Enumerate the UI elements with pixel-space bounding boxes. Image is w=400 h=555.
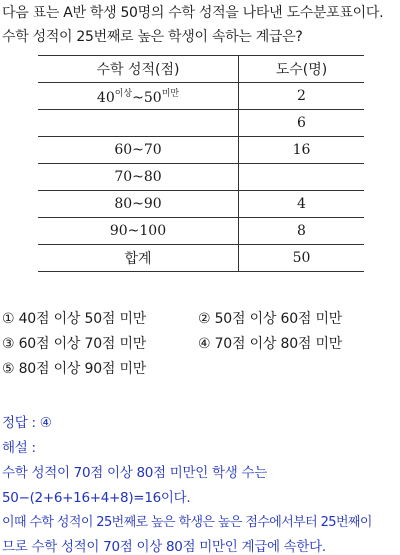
range-to-suffix: 미만 <box>161 89 180 99</box>
range-cell: 60~70 <box>38 137 239 164</box>
range-cell <box>38 83 239 110</box>
header-count: 도수(명) <box>239 56 365 83</box>
total-label: 합계 <box>38 245 239 272</box>
table-row <box>38 218 364 245</box>
table-header-row <box>38 56 364 83</box>
table-row <box>38 191 364 218</box>
choice-3[interactable]: ③ 60점 이상 70점 미만 <box>2 336 147 352</box>
choice-5[interactable]: ⑤ 80점 이상 90점 미만 <box>2 361 147 377</box>
count-cell: 2 <box>239 83 365 110</box>
count-cell: 16 <box>239 137 365 164</box>
explanation-label: 해설 : <box>2 440 36 456</box>
table-row <box>38 137 364 164</box>
choice-2[interactable]: ② 50점 이상 60점 미만 <box>198 311 343 327</box>
question-line-1: 다음 표는 A반 학생 50명의 수학 성적을 나타낸 도수분포표이다. <box>2 5 384 21</box>
answer-label: 정답 : ④ <box>2 415 52 431</box>
range-from: 40 <box>96 90 115 106</box>
table-row <box>38 83 364 110</box>
range-cell: 80~90 <box>38 191 239 218</box>
range-cell <box>38 110 239 137</box>
frequency-table <box>38 55 364 272</box>
range-cell: 90~100 <box>38 218 239 245</box>
header-score: 수학 성적(점) <box>38 56 239 83</box>
range-sep: ~ <box>132 90 144 106</box>
range-from-suffix: 이상 <box>114 89 133 99</box>
choice-1[interactable]: ① 40점 이상 50점 미만 <box>2 311 147 327</box>
count-cell <box>239 164 365 191</box>
explanation-line-4: 므로 수학 성적이 70점 이상 80점 미만인 계급에 속한다. <box>2 539 326 555</box>
range-cell: 70~80 <box>38 164 239 191</box>
choice-4[interactable]: ④ 70점 이상 80점 미만 <box>198 336 343 352</box>
range-to: 50 <box>143 90 162 106</box>
explanation-line-1: 수학 성적이 70점 이상 80점 미만인 학생 수는 <box>2 465 267 481</box>
total-count: 50 <box>239 245 365 272</box>
count-cell: 6 <box>239 110 365 137</box>
explanation-line-3: 이때 수학 성적이 25번째로 높은 학생은 높은 점수에서부터 25번째이 <box>2 515 372 530</box>
count-cell: 8 <box>239 218 365 245</box>
explanation-line-2: 50−(2+6+16+4+8)=16이다. <box>2 490 191 506</box>
total-row <box>38 245 364 272</box>
table-row <box>38 110 364 137</box>
table-row <box>38 164 364 191</box>
question-line-2: 수학 성적이 25번째로 높은 학생이 속하는 계급은? <box>2 29 303 45</box>
count-cell: 4 <box>239 191 365 218</box>
